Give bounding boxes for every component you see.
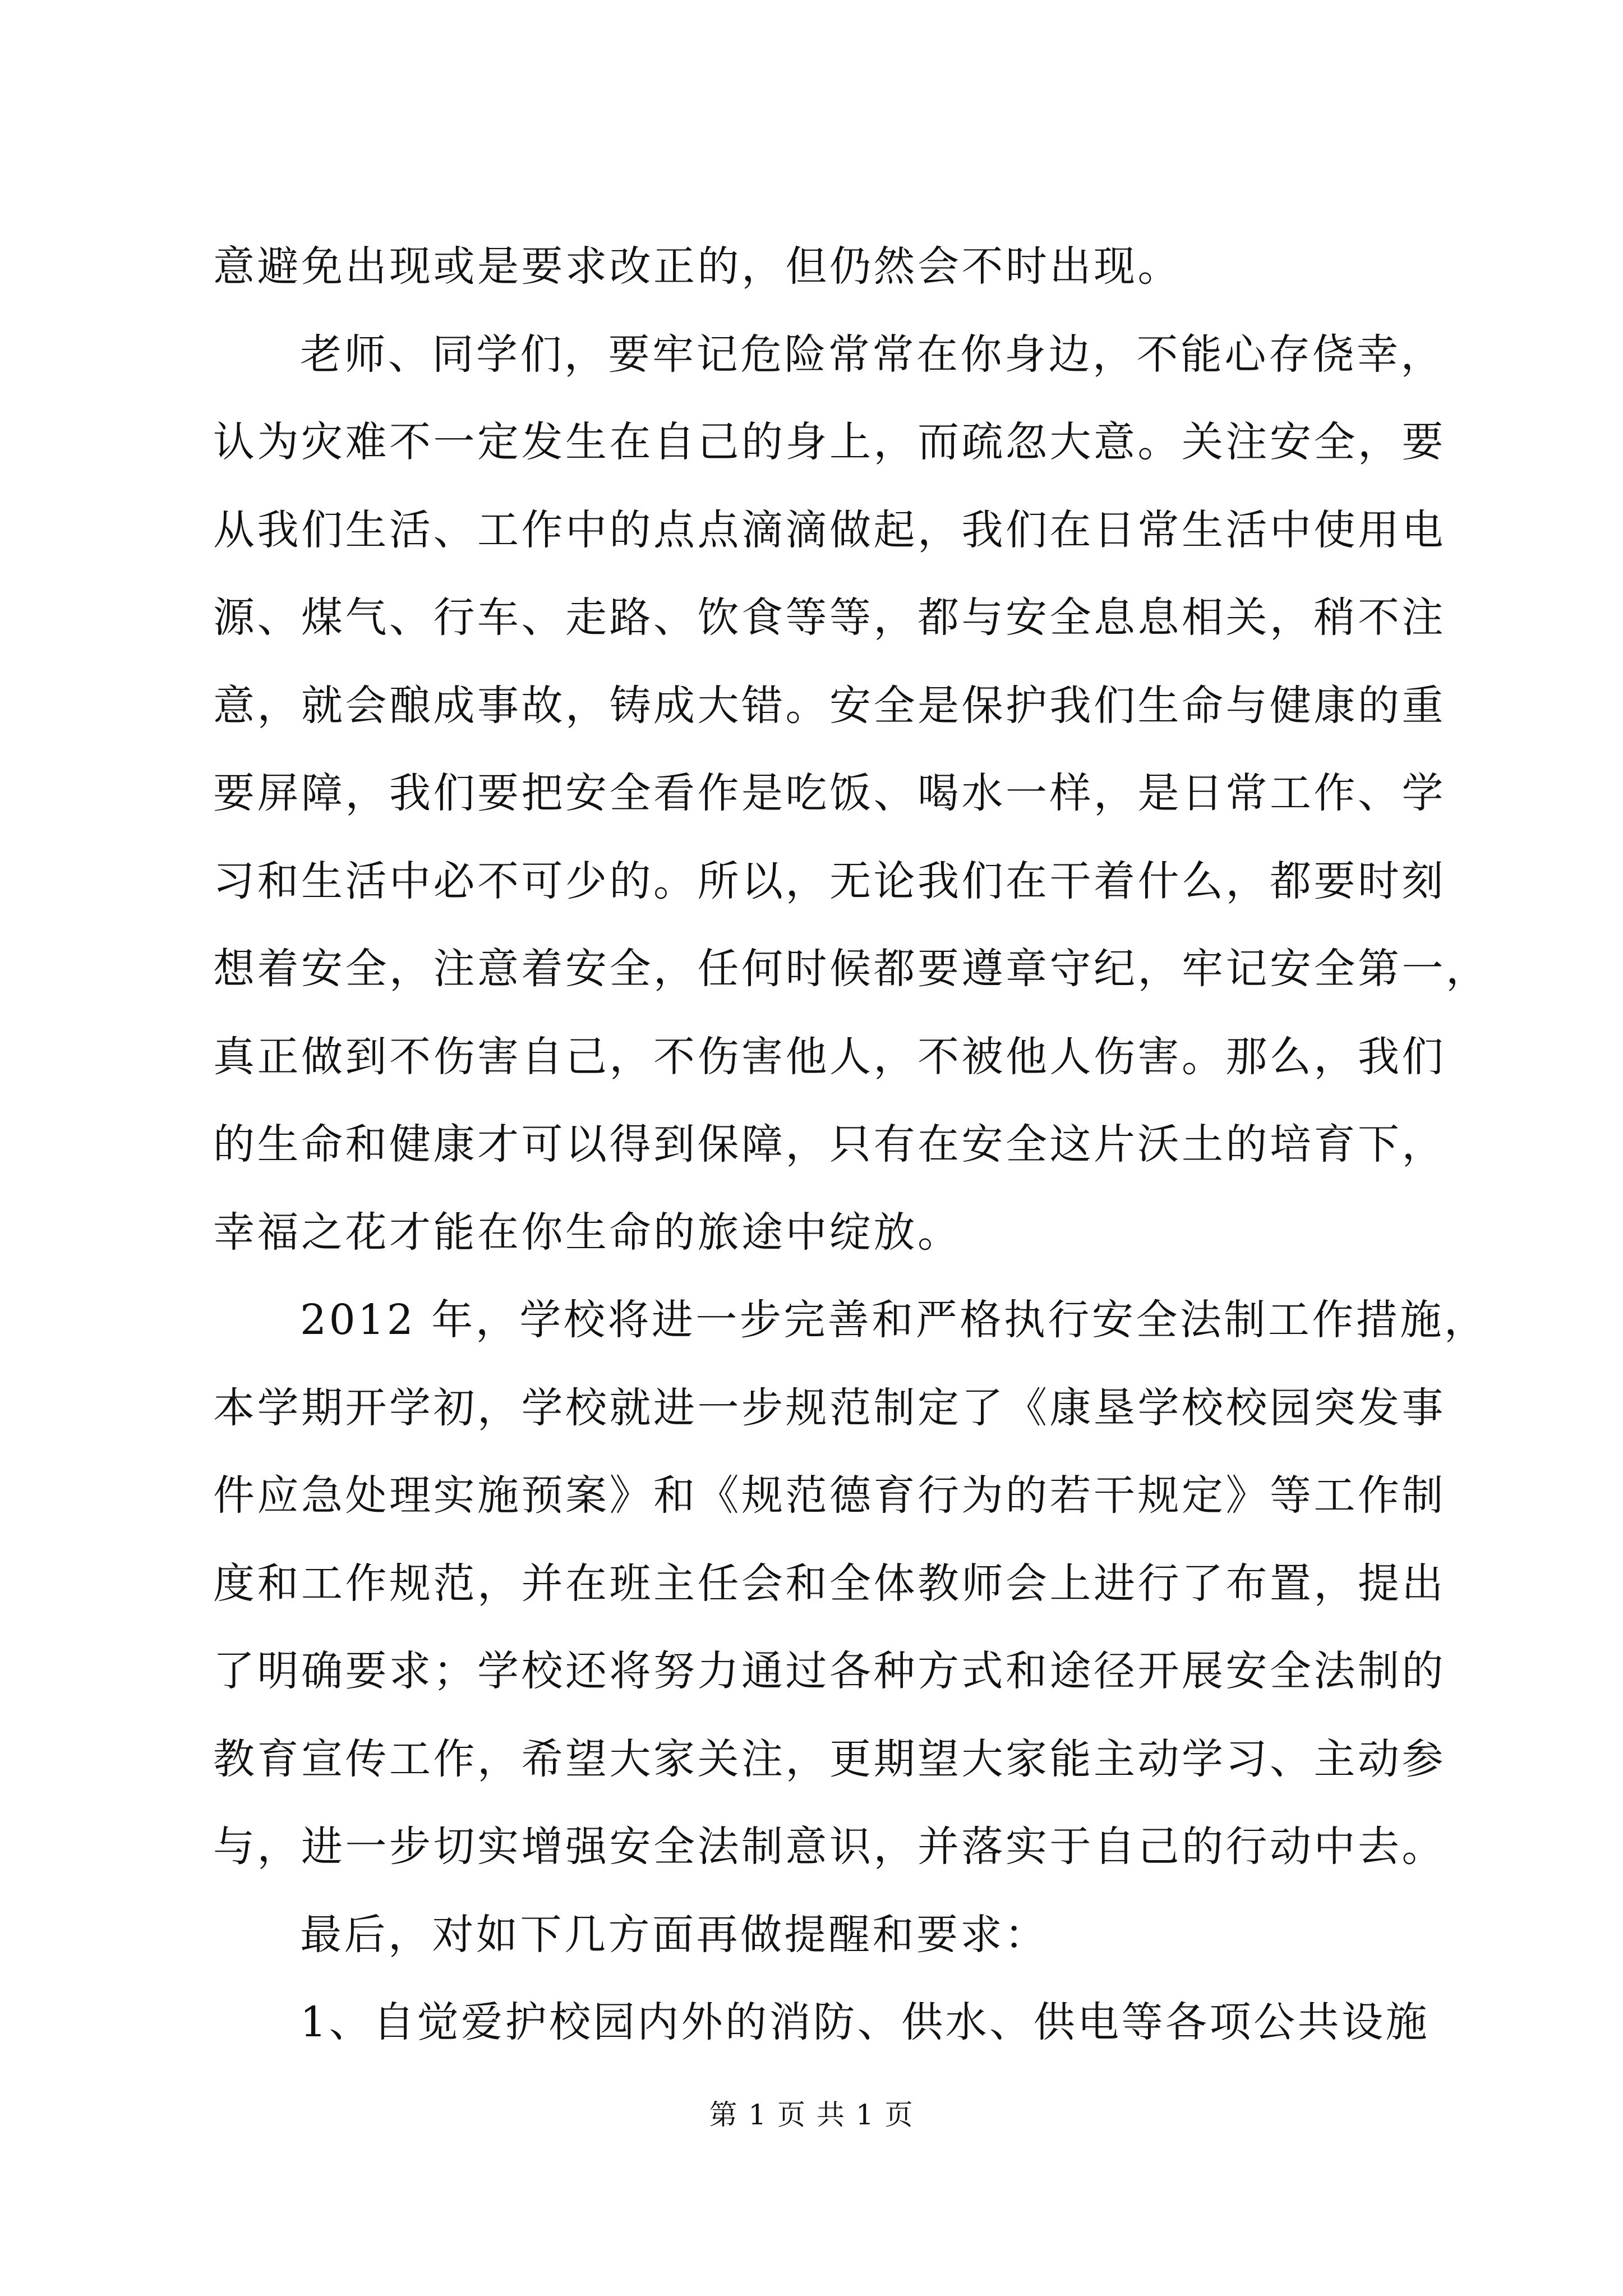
text-line-6: 意，就会酿成事故，铸成大错。安全是保护我们生命与健康的重	[213, 682, 1446, 730]
text-line-17: 了明确要求；学校还将努力通过各种方式和途径开展安全法制的	[213, 1647, 1446, 1695]
text-line-7: 要屏障，我们要把安全看作是吃饭、喝水一样，是日常工作、学	[213, 769, 1446, 817]
text-line-10: 真正做到不伤害自己，不伤害他人，不被他人伤害。那么，我们	[213, 1033, 1446, 1081]
text-line-9: 想着安全，注意着安全，任何时候都要遵章守纪，牢记安全第一，	[213, 945, 1490, 993]
text-line-14: 本学期开学初，学校就进一步规范制定了《康垦学校校园突发事	[213, 1384, 1446, 1432]
text-line-8: 习和生活中必不可少的。所以，无论我们在干着什么，都要时刻	[213, 857, 1446, 905]
text-line-21: 1、自觉爱护校园内外的消防、供水、供电等各项公共设施	[300, 1998, 1430, 2046]
page-footer: 第 1 页 共 1 页	[709, 2099, 914, 2131]
text-line-3: 认为灾难不一定发生在自己的身上，而疏忽大意。关注安全，要	[213, 418, 1446, 466]
text-line-11: 的生命和健康才可以得到保障，只有在安全这片沃土的培育下，	[213, 1120, 1446, 1168]
text-line-5: 源、煤气、行车、走路、饮食等等，都与安全息息相关，稍不注	[213, 593, 1446, 642]
text-line-15: 件应急处理实施预案》和《规范德育行为的若干规定》等工作制	[213, 1471, 1446, 1520]
text-line-2: 老师、同学们，要牢记危险常常在你身边，不能心存侥幸，	[300, 330, 1445, 379]
text-line-13: 2012 年，学校将进一步完善和严格执行安全法制工作措施，	[300, 1296, 1488, 1344]
text-line-20: 最后，对如下几方面再做提醒和要求：	[300, 1911, 1049, 1959]
text-line-18: 教育宣传工作，希望大家关注，更期望大家能主动学习、主动参	[213, 1735, 1446, 1783]
text-line-16: 度和工作规范，并在班主任会和全体教师会上进行了布置，提出	[213, 1559, 1446, 1608]
text-line-19: 与，进一步切实增强安全法制意识，并落实于自己的行动中去。	[213, 1823, 1446, 1871]
text-line-12: 幸福之花才能在你生命的旅途中绽放。	[213, 1208, 962, 1257]
text-line-4: 从我们生活、工作中的点点滴滴做起，我们在日常生活中使用电	[213, 506, 1446, 554]
text-line-1: 意避免出现或是要求改正的，但仍然会不时出现。	[213, 242, 1182, 291]
